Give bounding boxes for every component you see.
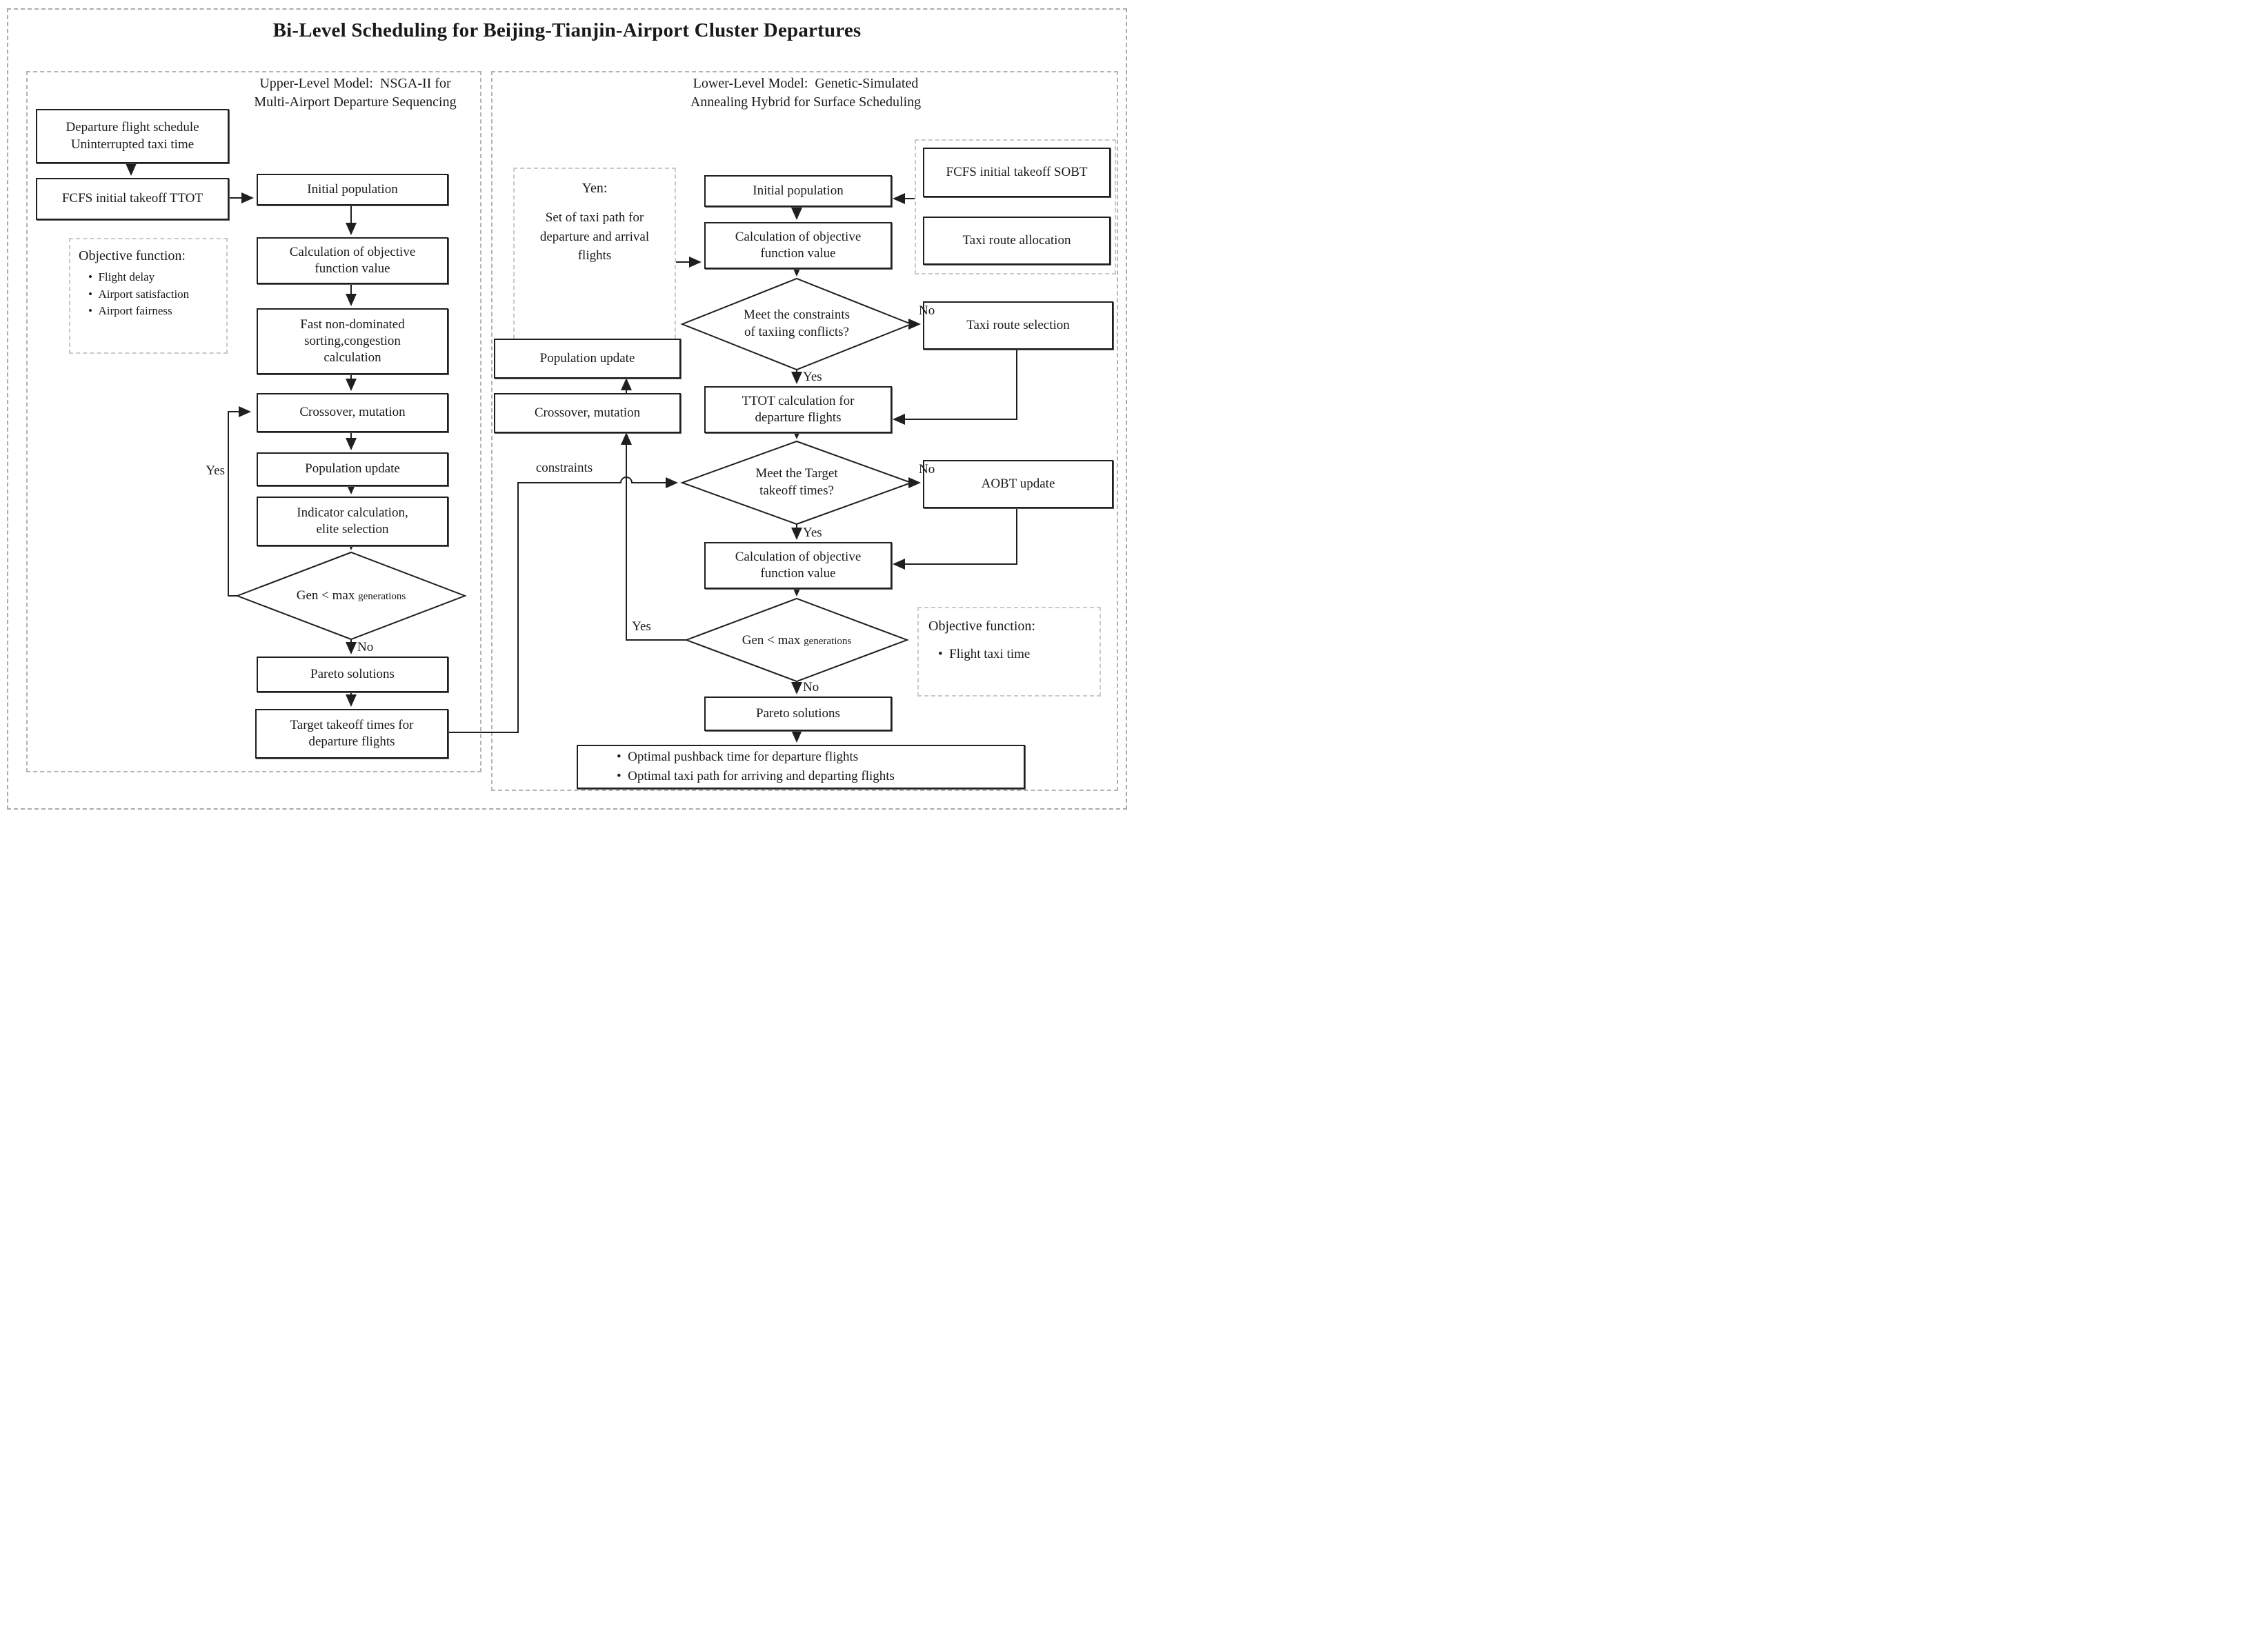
feeder-aobt-to-calc2 [895,505,1017,564]
label-no-conflicts: No [919,303,935,318]
diamond-conflicts-label [700,307,893,341]
objective-box-left [69,238,228,354]
gencheck-right-main: Gen < max [742,633,801,648]
label-no-left: No [357,640,374,654]
node-population-update-right-label: Population update [539,350,635,365]
diamond-conflicts-line1: Meet the constraints [743,308,850,322]
node-calc-right1-line2: function value [760,246,836,261]
diamond-target-label [700,465,893,499]
node-indicator-calculation [257,497,448,546]
node-calc-right1-line1: Calculation of objective [735,229,862,244]
node-calc-objective-right2 [704,542,892,589]
label-constraints: constraints [535,461,593,475]
diamond-gencheck-right-label [700,632,893,650]
node-population-update-right [494,339,681,379]
node-fcfs-ttot [36,178,229,220]
node-fast-sorting [257,308,448,374]
diamond-conflicts-line2: of taxiing conflicts? [744,324,849,339]
flowchart-canvas [0,0,1134,816]
node-departure-schedule-line2: Uninterrupted taxi time [70,137,195,152]
yen-line2: departure and arrival [539,229,650,244]
diamond-target-line2: takeoff times? [759,483,834,498]
yen-title: Yen: [581,181,608,196]
node-crossover-right-label: Crossover, mutation [534,405,641,420]
node-taxi-route-selection-label: Taxi route selection [966,317,1070,332]
node-pareto-right [704,697,892,731]
gencheck-right-small: generations [804,636,852,647]
node-ttot-calculation [704,386,892,433]
node-initial-population-left [257,174,448,206]
loop-gencheck2-yes-crossover2 [626,434,686,640]
node-optimal-output [577,745,1025,789]
node-pareto-left-label: Pareto solutions [310,666,395,681]
node-crossover-left-label: Crossover, mutation [299,405,406,420]
node-calc-right2-line2: function value [760,566,836,581]
yen-line1: Set of taxi path for [545,210,644,225]
feeder-taxisel-to-ttot [895,347,1017,419]
node-fcfs-sobt-label: FCFS initial takeoff SOBT [946,164,1088,179]
objective-right-item: • Flight taxi time [928,645,1094,664]
label-yes-target: Yes [803,525,822,540]
lower-level-header-line2: Annealing Hybrid for Surface Scheduling [690,94,922,110]
gencheck-left-small: generations [358,591,406,602]
diamond-target-line1: Meet the Target [755,466,838,481]
node-aobt-update-label: AOBT update [981,476,1055,491]
node-aobt-update [923,460,1113,508]
objective-left-item: • Flight delay [79,269,221,286]
lower-level-header [606,74,1006,112]
node-calc-objective-left-line2: function value [315,261,390,276]
objective-left-item: • Airport satisfaction [79,286,221,303]
node-calc-objective-left [257,237,448,284]
node-taxi-route-allocation-label: Taxi route allocation [962,232,1071,248]
node-target-takeoff [255,709,448,759]
node-fast-sorting-line1: Fast non-dominated [300,317,405,332]
label-yes-conflicts: Yes [803,370,822,384]
node-fast-sorting-line2: sorting,congestion [304,333,401,348]
node-initial-population-right [704,175,892,207]
node-pareto-right-label: Pareto solutions [756,705,840,721]
node-fcfs-sobt [923,148,1111,197]
label-yes-left-loop: Yes [206,463,225,478]
node-initial-population-right-label: Initial population [753,183,844,198]
objective-right-title: Objective function: [928,619,1035,634]
optimal-output-item: • Optimal pushback time for departure flights [607,748,858,768]
node-population-update-left [257,452,448,486]
objective-box-right [917,607,1101,697]
node-calc-objective-left-line1: Calculation of objective [289,244,416,259]
node-initial-population-left-label: Initial population [307,181,398,197]
node-calc-objective-right1 [704,222,892,269]
node-taxi-route-selection [923,301,1113,350]
node-target-takeoff-line2: departure flights [308,734,395,749]
node-target-takeoff-line1: Target takeoff times for [290,717,414,732]
node-indicator-line1: Indicator calculation, [297,505,408,520]
objective-left-item: • Airport fairness [79,303,221,320]
node-departure-schedule-line1: Departure flight schedule [66,120,199,135]
gencheck-left-main: Gen < max [296,588,355,603]
node-indicator-line2: elite selection [316,522,389,537]
node-ttot-line1: TTOT calculation for [742,393,855,408]
node-population-update-left-label: Population update [305,461,400,477]
node-taxi-route-allocation [923,217,1111,265]
connector-target-constraints [446,477,676,732]
optimal-output-item: • Optimal taxi path for arriving and departing flights [607,767,895,787]
diamond-gencheck-left-label [255,588,448,605]
loop-gencheck-yes-crossover [228,412,249,596]
label-no-gencheck-right: No [803,680,819,694]
node-fast-sorting-line3: calculation [324,350,381,365]
diagram-title: Bi-Level Scheduling for Beijing-Tianjin-Airport Cluster Departures [272,19,862,41]
upper-level-header-line1: Upper-Level Model: NSGA-II for [259,76,451,91]
yen-line3: flights [577,248,612,263]
node-crossover-left [257,393,448,432]
node-ttot-line2: departure flights [755,410,842,425]
lower-level-header-line1: Lower-Level Model: Genetic-Simulated [693,76,919,91]
label-yes-gencheck-right: Yes [632,619,651,634]
node-crossover-right [494,393,681,433]
objective-left-title: Objective function: [79,248,186,263]
node-fcfs-ttot-label: FCFS initial takeoff TTOT [61,191,203,206]
node-pareto-left [257,657,448,692]
yen-box [513,168,676,345]
upper-level-header-line2: Multi-Airport Departure Sequencing [254,94,457,110]
node-departure-schedule [36,109,229,163]
label-no-target: No [919,462,935,477]
upper-level-header [193,74,517,112]
node-calc-right2-line1: Calculation of objective [735,549,862,564]
